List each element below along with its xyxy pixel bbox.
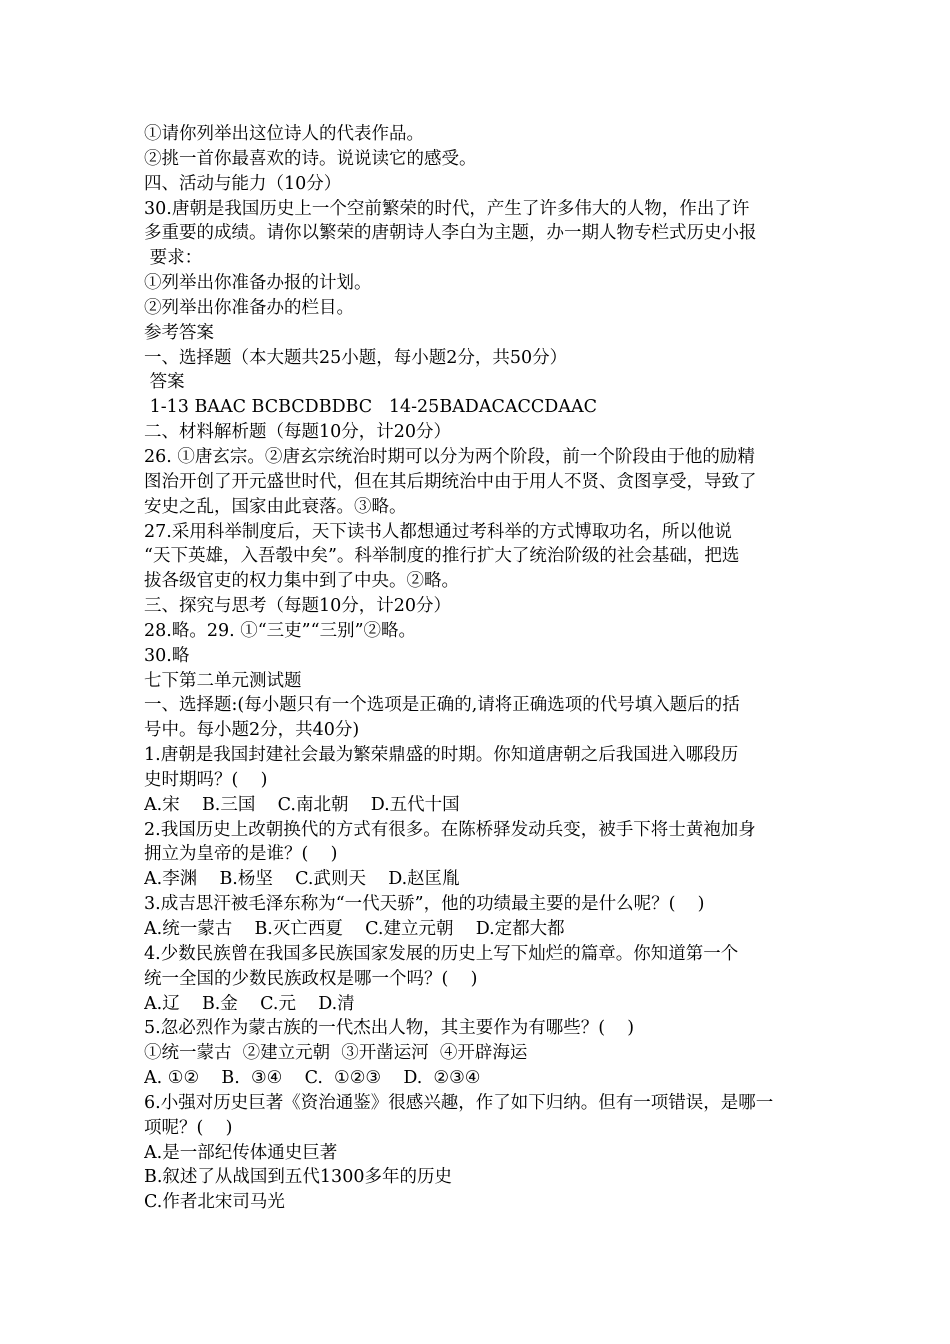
question-line: 4.少数民族曾在我国多民族国家发展的历史上写下灿烂的篇章。你知道第一个 — [144, 943, 739, 964]
text-line: 28.略。29. ①“三吏”“三别”②略。 — [144, 620, 417, 641]
option-line: A.是一部纪传体通史巨著 — [144, 1142, 338, 1163]
option-line: A.李渊 B.杨坚 C.武则天 D.赵匡胤 — [144, 869, 460, 890]
question-line: 统一全国的少数民族政权是哪一个吗？( ) — [144, 968, 478, 989]
section-heading: 一、选择题（本大题共25小题，每小题2分，共50分） — [144, 347, 568, 368]
text-line: ②列举出你准备办的栏目。 — [144, 297, 354, 318]
question-line: 拥立为皇帝的是谁？( ) — [144, 844, 338, 865]
document-page — [144, 122, 814, 1215]
question-line: 6.小强对历史巨著《资治通鉴》很感兴趣，作了如下归纳。但有一项错误，是哪一 — [144, 1092, 774, 1113]
text-line: 26. ①唐玄宗。②唐玄宗统治时期可以分为两个阶段，前一个阶段由于他的励精 — [144, 446, 755, 467]
text-line: 30.略 — [144, 645, 190, 666]
section-heading: 三、探究与思考（每题10分，计20分） — [144, 596, 452, 617]
option-line: ①统一蒙古 ②建立元朝 ③开凿运河 ④开辟海运 — [144, 1043, 528, 1064]
text-line: ①列举出你准备办报的计划。 — [144, 273, 372, 294]
text-line: 安史之乱，国家由此衰落。③略。 — [144, 496, 407, 517]
option-line: A.宋 B.三国 C.南北朝 D.五代十国 — [144, 794, 460, 815]
option-line: A. ①② B. ③④ C. ①②③ D. ②③④ — [144, 1068, 481, 1089]
text-line: “天下英雄，入吾彀中矣”。科举制度的推行扩大了统治阶级的社会基础，把选 — [144, 546, 740, 567]
text-line: 要求： — [144, 248, 203, 269]
section-heading: 七下第二单元测试题 — [144, 670, 302, 691]
option-line: A.辽 B.金 C.元 D.清 — [144, 993, 355, 1014]
question-line: 史时期吗？( ) — [144, 769, 268, 790]
section-heading: 四、活动与能力（10分） — [144, 173, 342, 194]
option-line: B.叙述了从战国到五代1300多年的历史 — [144, 1167, 452, 1188]
section-heading: 二、材料解析题（每题10分，计20分） — [144, 422, 452, 443]
question-line: 5.忽必烈作为蒙古族的一代杰出人物，其主要作为有哪些？( ) — [144, 1018, 635, 1039]
question-line: 项呢？( ) — [144, 1117, 233, 1138]
text-line: 27.采用科举制度后，天下读书人都想通过考科举的方式博取功名，所以他说 — [144, 521, 732, 542]
text-line: 拔各级官吏的权力集中到了中央。②略。 — [144, 571, 459, 592]
option-line: C.作者北宋司马光 — [144, 1192, 285, 1213]
section-heading: 一、选择题:(每小题只有一个选项是正确的,请将正确选项的代号填入题后的括 — [144, 695, 740, 716]
section-heading: 参考答案 — [144, 322, 214, 343]
answer-key: 1-13 BAAC BCBCDBDBC 14-25BADACACCDAAC — [144, 397, 597, 418]
text-line: ②挑一首你最喜欢的诗。说说读它的感受。 — [144, 148, 477, 169]
text-line: 答案 — [144, 372, 185, 393]
option-line: A.统一蒙古 B.灭亡西夏 C.建立元朝 D.定都大都 — [144, 919, 565, 939]
question-line: 3.成吉思汗被毛泽东称为“一代天骄”，他的功绩最主要的是什么呢？( ) — [144, 894, 705, 915]
text-line: 30.唐朝是我国历史上一个空前繁荣的时代，产生了许多伟大的人物，作出了许 — [144, 198, 750, 219]
text-line: 图治开创了开元盛世时代，但在其后期统治中由于用人不贤、贪图享受，导致了 — [144, 471, 757, 492]
text-line: 多重要的成绩。请你以繁荣的唐朝诗人李白为主题，办一期人物专栏式历史小报 — [144, 223, 757, 244]
text-line: ①请你列举出这位诗人的代表作品。 — [144, 124, 424, 144]
question-line: 2.我国历史上改朝换代的方式有很多。在陈桥驿发动兵变，被手下将士黄袍加身 — [144, 819, 756, 840]
text-line: 号中。每小题2分，共40分) — [144, 720, 360, 741]
question-line: 1.唐朝是我国封建社会最为繁荣鼎盛的时期。你知道唐朝之后我国进入哪段历 — [144, 745, 739, 766]
